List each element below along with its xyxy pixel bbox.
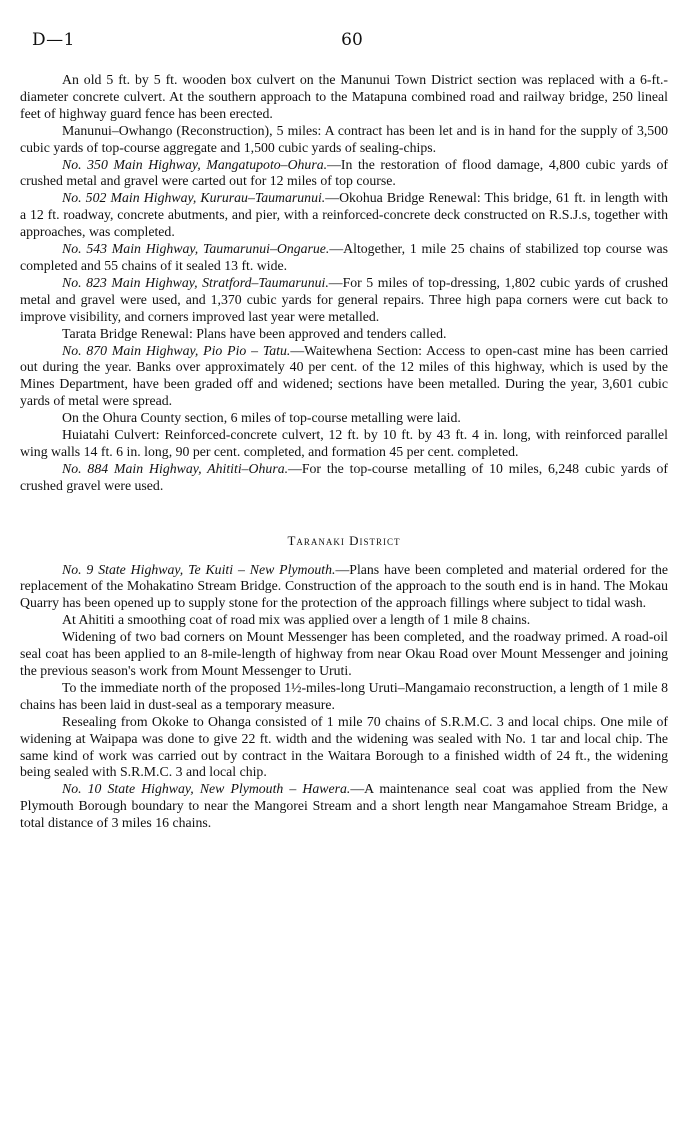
paragraph	[20, 343, 668, 411]
paragraph-text: Widening of two bad corners on Mount Messenger has been completed, and the roadway primed. A road-oil seal coat has been applied to an 8-mile-length of highway from near Okau Road over Mount Messenger and joining the previous season's work from Mount Messenger to Uruti.	[20, 629, 668, 678]
paragraph-text: —A maintenance seal coat was applied from the New Plymouth Borough boundary to near the Mangorei Stream and a short length near Mangamahoe Stream Bridge, a total distance of 3 miles 16 chains.	[20, 781, 668, 831]
paragraph-group-1	[20, 72, 668, 495]
paragraph-heading: No. 9 State Highway, Te Kuiti – New Plymouth.	[62, 561, 336, 577]
page-number: 60	[341, 30, 363, 50]
paragraph-text: Tarata Bridge Renewal: Plans have been approved and tenders called.	[62, 325, 447, 341]
paragraph	[20, 629, 668, 680]
paragraph-text: —For 5 miles of top-dressing, 1,802 cubic yards of crushed metal and gravel were used, and 1,370 cubic yards for general repairs. Three high papa corners were cut back to improve visibility, and corners improved last year were metalled.	[20, 274, 668, 324]
paragraph-text: An old 5 ft. by 5 ft. wooden box culvert on the Manunui Town District section was replaced with a 6-ft.-diameter concrete culvert. At the southern approach to the Matapuna combined road and railway bridge, 250 lineal feet of highway guard fence has been erected.	[20, 72, 668, 121]
paragraph-heading: No. 10 State Highway, New Plymouth – Hawera.	[62, 781, 351, 797]
page-header	[32, 30, 672, 52]
paragraph	[20, 410, 668, 427]
paragraph-heading: No. 350 Main Highway, Mangatupoto–Ohura.	[62, 156, 328, 172]
paragraph	[20, 72, 668, 123]
paragraph-text: —Plans have been completed and material ordered for the replacement of the Mohakatino Stream Bridge. Construction of the approach to the south end is in hand. The Mokau Quarry has been opened up to supply stone for the protection of the approach fillings where subject to tidal wash.	[20, 561, 668, 611]
paragraph	[20, 275, 668, 326]
body-text	[20, 72, 668, 832]
paragraph-text: Resealing from Okoke to Ohanga consisted of 1 mile 70 chains of S.R.M.C. 3 and local chips. One mile of widening at Waipapa was done to give 22 ft. width and the widening was sealed with No. 1 tar and local chip. The same kind of work was carried out by contract in the Waitara Borough to a finished width of 24 ft., the widening being sealed with S.R.M.C. 3 and local chip.	[20, 713, 668, 780]
paragraph	[20, 326, 668, 343]
paragraph	[20, 680, 668, 714]
paragraph-text: To the immediate north of the proposed 1½-miles-long Uruti–Mangamaio reconstruction, a length of 1 mile 8 chains has been laid in dust-seal as a temporary measure.	[20, 679, 668, 712]
paragraph-heading: No. 884 Main Highway, Ahititi–Ohura.	[62, 460, 289, 476]
paragraph	[20, 714, 668, 782]
paragraph-group-2	[20, 562, 668, 833]
paragraph	[20, 157, 668, 191]
paragraph-text: —Okohua Bridge Renewal: This bridge, 61 ft. in length with a 12 ft. roadway, concrete abutments, and pier, with a reinforced-concrete deck constructed on R.S.J.s, together with approaches, was completed.	[20, 190, 668, 240]
paragraph	[20, 241, 668, 275]
paragraph-text: —Altogether, 1 mile 25 chains of stabilized top course was completed and 55 chains of it sealed 13 ft. wide.	[20, 241, 668, 273]
document-code: D—1	[32, 30, 75, 50]
paragraph-heading: No. 870 Main Highway, Pio Pio – Tatu.	[62, 342, 291, 358]
paragraph	[20, 612, 668, 629]
paragraph-heading: No. 543 Main Highway, Taumarunui–Ongarue.	[62, 241, 330, 257]
paragraph-heading: No. 502 Main Highway, Kururau–Taumarunui.	[62, 190, 326, 206]
paragraph	[20, 461, 668, 495]
section-heading: Taranaki District	[287, 532, 401, 548]
paragraph-text: —In the restoration of flood damage, 4,800 cubic yards of crushed metal and gravel were carted out for 12 miles of top course.	[20, 156, 668, 189]
paragraph-text: Huiatahi Culvert: Reinforced-concrete culvert, 12 ft. by 10 ft. by 43 ft. 4 in. long, with reinforced parallel wing walls 14 ft. 6 in. long, 90 per cent. completed, and formation 45 per cent. completed.	[20, 427, 668, 459]
paragraph-text: —Waitewhena Section: Access to open-cast mine has been carried out during the year. Banks over approximately 40 per cent. of the 12 miles of this highway, which is used by the Mines Department, have been graded off and widened; sections have been metalled. During the year, 3,601 cubic yards of metal were spread.	[20, 342, 668, 409]
paragraph-text: Manunui–Owhango (Reconstruction), 5 miles: A contract has been let and is in hand for the supply of 3,500 cubic yards of top-course aggregate and 1,500 cubic yards of sealing-chips.	[20, 122, 668, 155]
paragraph	[20, 427, 668, 461]
paragraph	[20, 781, 668, 832]
paragraph-text: At Ahititi a smoothing coat of road mix was applied over a length of 1 mile 8 chains.	[62, 612, 531, 628]
paragraph-heading: No. 823 Main Highway, Stratford–Taumarunui.	[62, 274, 329, 290]
paragraph	[20, 562, 668, 613]
paragraph-text: On the Ohura County section, 6 miles of top-course metalling were laid.	[62, 410, 461, 426]
paragraph	[20, 190, 668, 241]
paragraph-text: —For the top-course metalling of 10 miles, 6,248 cubic yards of crushed gravel were used.	[20, 460, 668, 493]
paragraph	[20, 123, 668, 157]
